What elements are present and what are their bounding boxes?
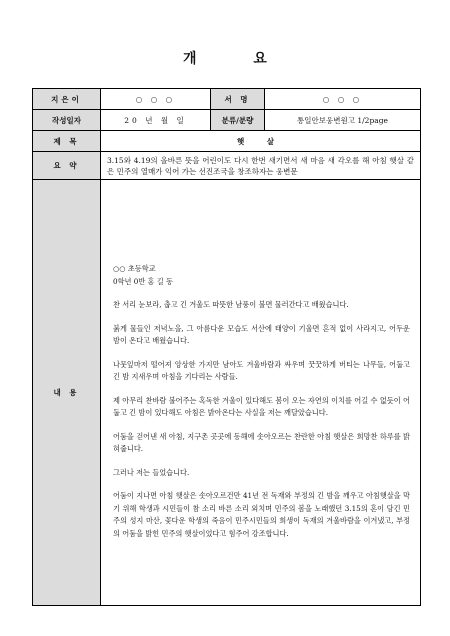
subject-label: 제 목	[33, 131, 101, 152]
date-label: 작성일자	[33, 110, 101, 131]
narrator-value: ○ ○ ○	[265, 89, 421, 110]
content-row	[33, 180, 421, 606]
overview-form-table	[32, 88, 421, 606]
content-body	[101, 180, 421, 606]
subject-value: 햇 살	[101, 131, 421, 152]
paragraph-3: 나뭇잎마저 떨어져 앙상한 가지만 남아도 겨울바람과 싸우며 꿋꿋하게 버티는 나무들, 어둡고 긴 밤 지새우며 아침을 기다리는 사람들.	[113, 359, 410, 381]
document-title: 개 요	[183, 51, 293, 67]
date-row	[33, 110, 421, 131]
category-value: 통일안보웅변원고 1/2page	[265, 110, 421, 131]
content-label: 내 용	[33, 180, 101, 606]
summary-text: 3.15와 4.19의 올바른 뜻을 어린이도 다시 한번 새기면서 새 마음 새 각오를 해 아침 햇살 같은 민주의 열매가 익어 가는 선진조국을 창조하자는 웅변문	[101, 152, 421, 180]
paragraph-2: 붉게 물들인 저녁노을, 그 아름다운 모습도 서산에 태양이 기울면 흔적 없이 사라지고, 어두운 밤이 온다고 배웠습니다.	[113, 323, 410, 345]
subject-row	[33, 131, 421, 152]
summary-label: 요 약	[33, 152, 101, 180]
summary-row	[33, 152, 421, 180]
paragraph-6: 그러나 저는 들었습니다.	[113, 467, 190, 477]
paragraph-4: 제 아무리 찬바람 불어주는 혹독한 겨울이 있다해도 봄이 오는 자연의 이치를 어길 수 없듯이 어둡고 긴 밤이 있다해도 아침은 밝아온다는 사실을 저는 깨달았습니다.	[113, 395, 410, 417]
narrator-label: 서 명	[211, 89, 265, 110]
paragraph-5: 어둠을 걷어낸 새 아침, 지구촌 곳곳에 동해에 솟아오르는 찬란한 아침 햇살은 희망찬 하루를 밝혀줍니다.	[113, 431, 410, 453]
author-label: 지은이	[33, 89, 101, 110]
school-name: ○○ 초등학교	[113, 264, 156, 273]
student-name: 0학년 0반 홍 길 동	[113, 276, 173, 286]
author-row	[33, 89, 421, 110]
date-value: 20 년 월 일	[101, 110, 211, 131]
paragraph-7: 어둠이 지나면 아침 햇살은 솟아오르건만 41년 전 독재와 부정의 긴 밤을 깨우고 아침햇살을 막기 위해 학생과 시민들이 참 소리 바른 소리 외치며 민주의 봄을 노래했던 3.15의 혼이 담긴 민주의 성지 마산, 꽃다운 학생의 죽음이 민주시민들의 희생이 독재의 겨울바람을 이겨냈고, 부정의 어둠을 밝힌 민주의 햇살이었다고 힘주어 강조합니다.	[113, 491, 410, 538]
paragraph-1: 찬 서리 눈보라, 춥고 긴 겨울도 따뜻한 남풍이 불면 물러간다고 배웠습니다.	[113, 300, 349, 309]
category-label: 분류/분량	[211, 110, 265, 131]
author-value: ○ ○ ○	[101, 89, 211, 110]
